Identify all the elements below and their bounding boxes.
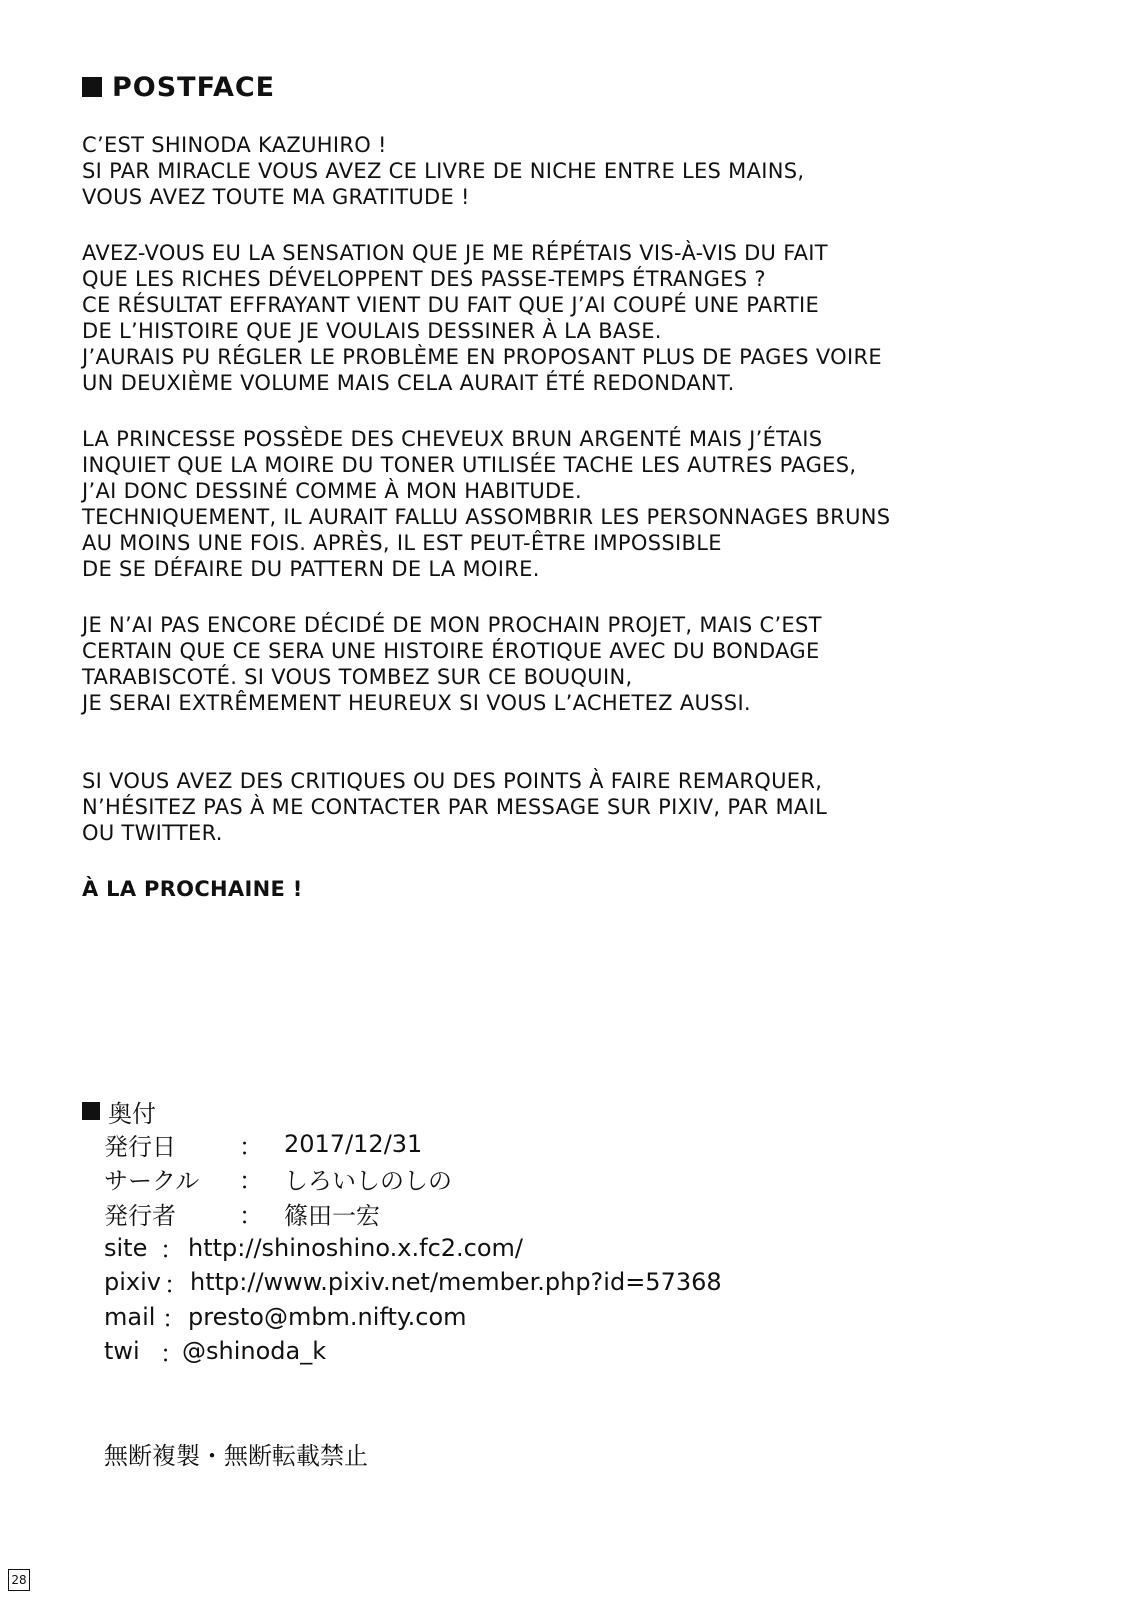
colophon-label: twi xyxy=(104,1337,140,1366)
colophon-label: mail xyxy=(104,1302,156,1331)
colophon-separator: ： xyxy=(160,1339,184,1368)
colophon-separator: ： xyxy=(239,1132,263,1161)
text-line: VOUS AVEZ TOUTE MA GRATITUDE ! xyxy=(82,185,470,209)
colophon-row-twitter xyxy=(82,1334,882,1369)
text-line: AU MOINS UNE FOIS. APRÈS, IL EST PEUT-ÊTRE IMPOSSIBLE xyxy=(82,531,722,555)
colophon-separator: ： xyxy=(160,1236,184,1265)
colophon-row-pixiv xyxy=(82,1265,882,1300)
colophon-value: 2017/12/31 xyxy=(284,1130,423,1159)
colophon-row-mail xyxy=(82,1300,882,1335)
pixiv-link[interactable]: http://www.pixiv.net/member.php?id=57368 xyxy=(190,1268,722,1297)
text-line: C’EST SHINODA KAZUHIRO ! xyxy=(82,133,387,157)
closing-line: À LA PROCHAINE ! xyxy=(82,877,303,901)
text-line: J’AI DONC DESSINÉ COMME À MON HABITUDE. xyxy=(82,479,583,503)
postface-section xyxy=(82,70,1082,902)
text-line: SI PAR MIRACLE VOUS AVEZ CE LIVRE DE NICHE ENTRE LES MAINS, xyxy=(82,159,805,183)
colophon-value: しろいしのしの xyxy=(284,1167,452,1196)
square-bullet-icon xyxy=(82,77,102,97)
text-line: SI VOUS AVEZ DES CRITIQUES OU DES POINTS À FAIRE REMARQUER, xyxy=(82,769,823,793)
colophon-section xyxy=(82,1095,882,1369)
colophon-row-publisher xyxy=(82,1196,882,1231)
mail-link[interactable]: presto@mbm.nifty.com xyxy=(188,1302,467,1331)
text-line: JE N’AI PAS ENCORE DÉCIDÉ DE MON PROCHAIN PROJET, MAIS C’EST xyxy=(82,613,822,637)
colophon-row-site xyxy=(82,1231,882,1266)
colophon-label: site xyxy=(104,1233,148,1262)
closing-paragraph xyxy=(82,876,1082,902)
text-line: JE SERAI EXTRÊMEMENT HEUREUX SI VOUS L’ACHETEZ AUSSI. xyxy=(82,691,751,715)
page-number: 28 xyxy=(8,1569,30,1591)
colophon-label: 発行日 xyxy=(104,1132,176,1161)
colophon-row-date xyxy=(82,1127,882,1162)
twitter-handle[interactable]: @shinoda_k xyxy=(182,1337,327,1366)
postface-title: POSTFACE xyxy=(112,71,276,103)
text-line: TARABISCOTÉ. SI VOUS TOMBEZ SUR CE BOUQUIN, xyxy=(82,665,633,689)
text-line: J’AURAIS PU RÉGLER LE PROBLÈME EN PROPOSANT PLUS DE PAGES VOIRE xyxy=(82,345,882,369)
text-line: AVEZ-VOUS EU LA SENSATION QUE JE ME RÉPÉTAIS VIS-À-VIS DU FAIT xyxy=(82,241,828,265)
postface-heading xyxy=(82,70,1082,104)
colophon-title: 奥付 xyxy=(108,1099,156,1128)
square-bullet-icon xyxy=(82,1102,100,1120)
colophon-separator: ： xyxy=(239,1201,263,1230)
text-line: UN DEUXIÈME VOLUME MAIS CELA AURAIT ÉTÉ REDONDANT. xyxy=(82,371,735,395)
text-line: CERTAIN QUE CE SERA UNE HISTOIRE ÉROTIQUE AVEC DU BONDAGE xyxy=(82,639,820,663)
paragraph-3 xyxy=(82,426,1082,582)
text-line: DE L’HISTOIRE QUE JE VOULAIS DESSINER À LA BASE. xyxy=(82,319,662,343)
colophon-heading xyxy=(82,1095,882,1127)
text-line: N’HÉSITEZ PAS À ME CONTACTER PAR MESSAGE SUR PIXIV, PAR MAIL xyxy=(82,795,828,819)
text-line: LA PRINCESSE POSSÈDE DES CHEVEUX BRUN ARGENTÉ MAIS J’ÉTAIS xyxy=(82,427,823,451)
text-line: CE RÉSULTAT EFFRAYANT VIENT DU FAIT QUE J’AI COUPÉ UNE PARTIE xyxy=(82,293,820,317)
text-line: OU TWITTER. xyxy=(82,821,223,845)
colophon-label: 発行者 xyxy=(104,1201,176,1230)
colophon-separator: ： xyxy=(239,1167,263,1196)
paragraph-2 xyxy=(82,240,1082,396)
paragraph-4 xyxy=(82,612,1082,716)
site-link[interactable]: http://shinoshino.x.fc2.com/ xyxy=(188,1233,524,1262)
text-line: TECHNIQUEMENT, IL AURAIT FALLU ASSOMBRIR LES PERSONNAGES BRUNS xyxy=(82,505,891,529)
colophon-label: pixiv xyxy=(104,1268,161,1297)
text-line: DE SE DÉFAIRE DU PATTERN DE LA MOIRE. xyxy=(82,557,540,581)
text-line: QUE LES RICHES DÉVELOPPENT DES PASSE-TEMPS ÉTRANGES ? xyxy=(82,267,766,291)
colophon-label: サークル xyxy=(104,1167,200,1196)
paragraph-1 xyxy=(82,132,1082,210)
text-line: INQUIET QUE LA MOIRE DU TONER UTILISÉE TACHE LES AUTRES PAGES, xyxy=(82,453,857,477)
colophon-value: 篠田一宏 xyxy=(284,1201,380,1230)
copyright-notice: 無断複製・無断転載禁止 xyxy=(104,1442,368,1470)
colophon-separator: ： xyxy=(164,1270,188,1299)
paragraph-5 xyxy=(82,768,1082,846)
colophon-separator: ： xyxy=(162,1305,186,1334)
colophon-row-circle xyxy=(82,1162,882,1197)
